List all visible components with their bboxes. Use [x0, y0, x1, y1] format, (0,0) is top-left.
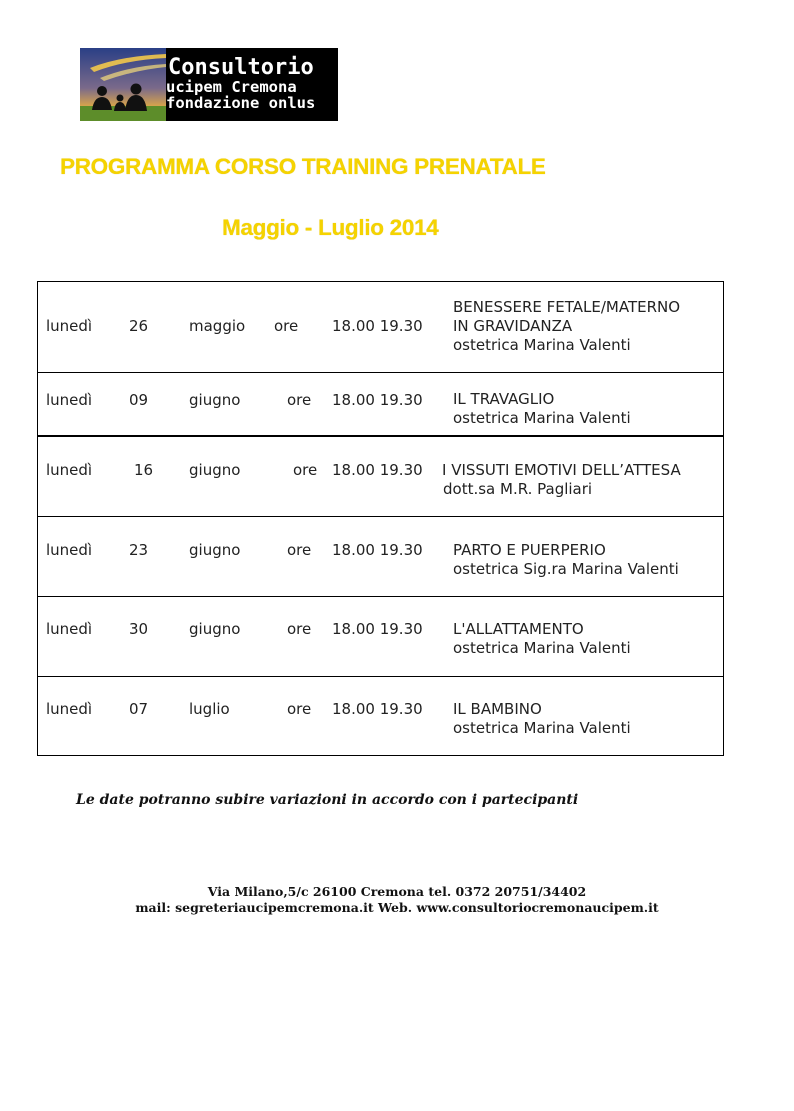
session-day: lunedì	[46, 317, 93, 335]
session-day: lunedì	[46, 391, 93, 409]
session-topic: PARTO E PUERPERIO	[453, 541, 606, 559]
session-month: maggio	[189, 317, 246, 335]
session-topic: L'ALLATTAMENTO	[453, 620, 584, 638]
session-topic: I VISSUTI EMOTIVI DELL’ATTESA	[442, 461, 681, 479]
logo-line-2: ucipem Cremona	[166, 77, 297, 96]
session-month: giugno	[189, 391, 241, 409]
session-day: lunedì	[46, 461, 93, 479]
session-date: 07	[129, 700, 149, 718]
table-row	[38, 373, 723, 437]
session-day: lunedì	[46, 700, 93, 718]
session-speaker: ostetrica Marina Valenti	[453, 409, 631, 427]
session-ore: ore	[287, 620, 312, 638]
session-time: 18.00 19.30	[332, 700, 423, 718]
session-ore: ore	[287, 541, 312, 559]
session-month: giugno	[189, 620, 241, 638]
logo-text	[166, 48, 338, 121]
session-ore: ore	[293, 461, 318, 479]
session-date: 30	[129, 620, 149, 638]
table-row	[38, 597, 723, 677]
footer-contacts: mail: segreteriaucipemcremona.it Web. www.consultoriocremonaucipem.it	[135, 900, 659, 915]
session-topic: IL TRAVAGLIO	[453, 390, 555, 408]
session-day: lunedì	[46, 541, 93, 559]
session-speaker: ostetrica Marina Valenti	[453, 639, 631, 657]
family-sunset-icon	[80, 48, 166, 121]
session-date: 09	[129, 391, 149, 409]
session-time: 18.00 19.30	[332, 541, 423, 559]
session-time: 18.00 19.30	[332, 620, 423, 638]
page-title: PROGRAMMA CORSO TRAINING PRENATALE	[60, 154, 546, 179]
session-speaker: ostetrica Sig.ra Marina Valenti	[453, 560, 679, 578]
session-month: giugno	[189, 461, 241, 479]
session-speaker: dott.sa M.R. Pagliari	[443, 480, 593, 498]
session-ore: ore	[287, 391, 312, 409]
session-time: 18.00 19.30	[332, 391, 423, 409]
schedule-note: Le date potranno subire variazioni in accordo con i partecipanti	[76, 792, 579, 808]
session-date: 26	[129, 317, 149, 335]
session-ore: ore	[274, 317, 299, 335]
table-row	[38, 677, 723, 755]
session-speaker: ostetrica Marina Valenti	[453, 719, 631, 737]
session-month: giugno	[189, 541, 241, 559]
session-time: 18.00 19.30	[332, 317, 423, 335]
logo	[80, 48, 338, 121]
logo-line-1: Consultorio	[168, 55, 314, 81]
session-topic: BENESSERE FETALE/MATERNO	[453, 298, 681, 316]
session-topic-line2: IN GRAVIDANZA	[453, 317, 573, 335]
page-subtitle: Maggio - Luglio 2014	[222, 215, 439, 240]
table-row	[38, 437, 723, 517]
session-day: lunedì	[46, 620, 93, 638]
session-date: 23	[129, 541, 149, 559]
logo-line-3: fondazione onlus	[166, 93, 316, 112]
session-ore: ore	[287, 700, 312, 718]
session-month: luglio	[189, 700, 230, 718]
session-time: 18.00 19.30	[332, 461, 423, 479]
session-topic: IL BAMBINO	[453, 700, 542, 718]
table-row	[38, 517, 723, 597]
session-speaker: ostetrica Marina Valenti	[453, 336, 631, 354]
footer-address: Via Milano,5/c 26100 Cremona tel. 0372 20751/34402	[207, 884, 587, 899]
schedule-table	[37, 281, 724, 756]
table-row	[38, 282, 723, 373]
session-date: 16	[134, 461, 154, 479]
